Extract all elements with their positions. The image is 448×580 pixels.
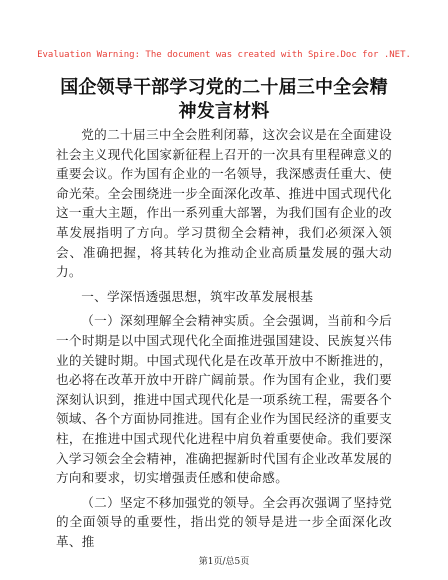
paragraph-point-2: （二）坚定不移加强党的领导。全会再次强调了坚持党的全面领导的重要性，指出党的领导是进一步全面深化改革、推 <box>56 494 392 549</box>
paragraph-point-1: （一）深刻理解全会精神实质。全会强调，当前和今后一个时期是以中国式现代化全面推进强国建设、民族复兴伟业的关键时期。中国式现代化是在改革开放中不断推进的，也必将在改革开放中开辟广阔前景。作为国有企业，我们要深刻认识到，推进中国式现代化是一项系统工程，需要各个领域、各个方面协同推进。国有企业作为国民经济的重要支柱，在推进中国式现代化进程中肩负着重要使命。我们要深入学习领会全会精神，准确把握新时代国有企业改革发展的方向和要求，切实增强责任感和使命感。 <box>56 313 392 486</box>
document-body <box>56 125 392 556</box>
paragraph-intro: 党的二十届三中全会胜利闭幕，这次会议是在全面建设社会主义现代化国家新征程上召开的一次具有里程碑意义的重要会议。作为国有企业的一名领导，我深感责任重大、使命光荣。全会围绕进一步全面深化改革、推进中国式现代化这一重大主题，作出一系列重大部署，为我们国有企业的改革发展指明了方向。学习贯彻全会精神，我们必须深入领会、准确把握，将其转化为推动企业高质量发展的强大动力。 <box>56 127 392 280</box>
evaluation-warning: Evaluation Warning: The document was created with Spire.Doc for .NET. <box>37 50 411 60</box>
page-number: 第1页/总5页 <box>198 557 250 567</box>
section-heading: 一、学深悟透强思想，筑牢改革发展根基 <box>81 288 314 304</box>
document-title: 国企领导干部学习党的二十届三中全会精神发言材料 <box>60 77 388 122</box>
